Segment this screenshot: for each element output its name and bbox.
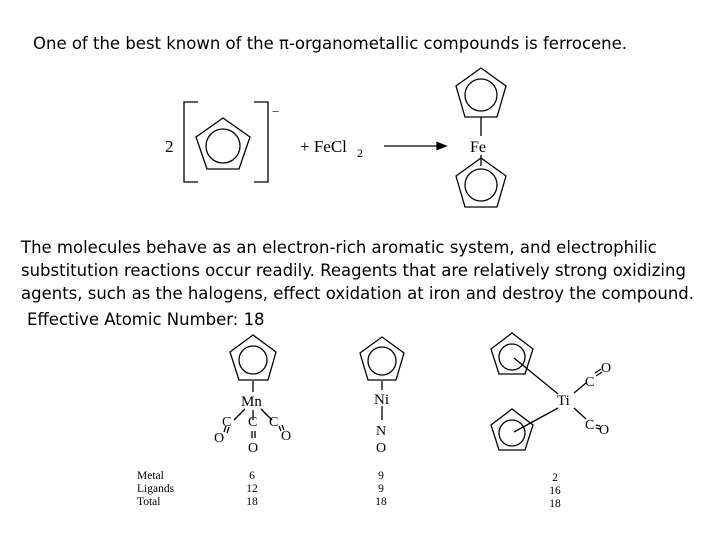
table-cell: 16 [549,485,561,497]
table-cell: 18 [246,496,258,508]
table-cell: 2 [552,472,558,484]
ti-carbonyl-c1: C [585,375,595,390]
mn-carbonyl-o2: O [248,441,259,456]
table-col-ni [373,470,389,509]
table-col-ti [547,472,563,511]
mn-carbonyl-o1: O [214,431,225,446]
table-cell: 9 [378,470,384,482]
ferrocene-metal: Fe [470,139,486,156]
row-label-metal: Metal [137,470,164,482]
anion-charge: − [272,104,280,119]
reagent-fecl: + FeCl [300,137,347,156]
ti-carbonyl-c2: C [585,418,595,433]
paragraph-line: The molecules behave as an electron-rich aromatic system, and electrophilic [21,238,657,257]
ni-label: Ni [374,392,389,408]
coefficient: 2 [165,137,174,156]
ti-label: Ti [557,393,570,409]
row-label-total: Total [137,496,161,508]
table-cell: 18 [375,496,387,508]
table-cell: 6 [249,470,255,482]
table-cell: 9 [378,483,384,495]
paragraph-line: agents, such as the halogens, effect oxidation at iron and destroy the compound. [21,284,694,303]
description-paragraph [21,236,694,305]
table-cell: 18 [549,498,561,510]
table-col-mn [244,470,260,509]
nitrosyl-n: N [376,424,387,439]
mn-carbonyl-c1: C [222,415,232,430]
paragraph-line: substitution reactions occur readily. Reagents that are relatively strong oxidizing [21,261,686,280]
cp-anion-structure [184,102,268,182]
mn-carbonyl-c3: C [269,415,279,430]
ferrocene-structure [456,68,506,207]
reaction-arrow [384,143,446,150]
ti-carbonyl-o1: O [601,361,612,376]
mn-carbonyl-o3: O [281,429,292,444]
reagent-subscript: 2 [357,146,363,160]
ti-carbonyl-o2: O [599,423,610,438]
row-label-ligands: Ligands [137,483,175,495]
table-row-labels [137,470,174,509]
mn-carbonyl-c2: C [248,415,258,430]
ean-label: Effective Atomic Number: 18 [27,310,265,329]
intro-text: One of the best known of the π-organometallic compounds is ferrocene. [33,34,628,53]
nitrosyl-o: O [376,441,387,456]
mn-label: Mn [241,394,262,410]
table-cell: 12 [246,483,258,495]
